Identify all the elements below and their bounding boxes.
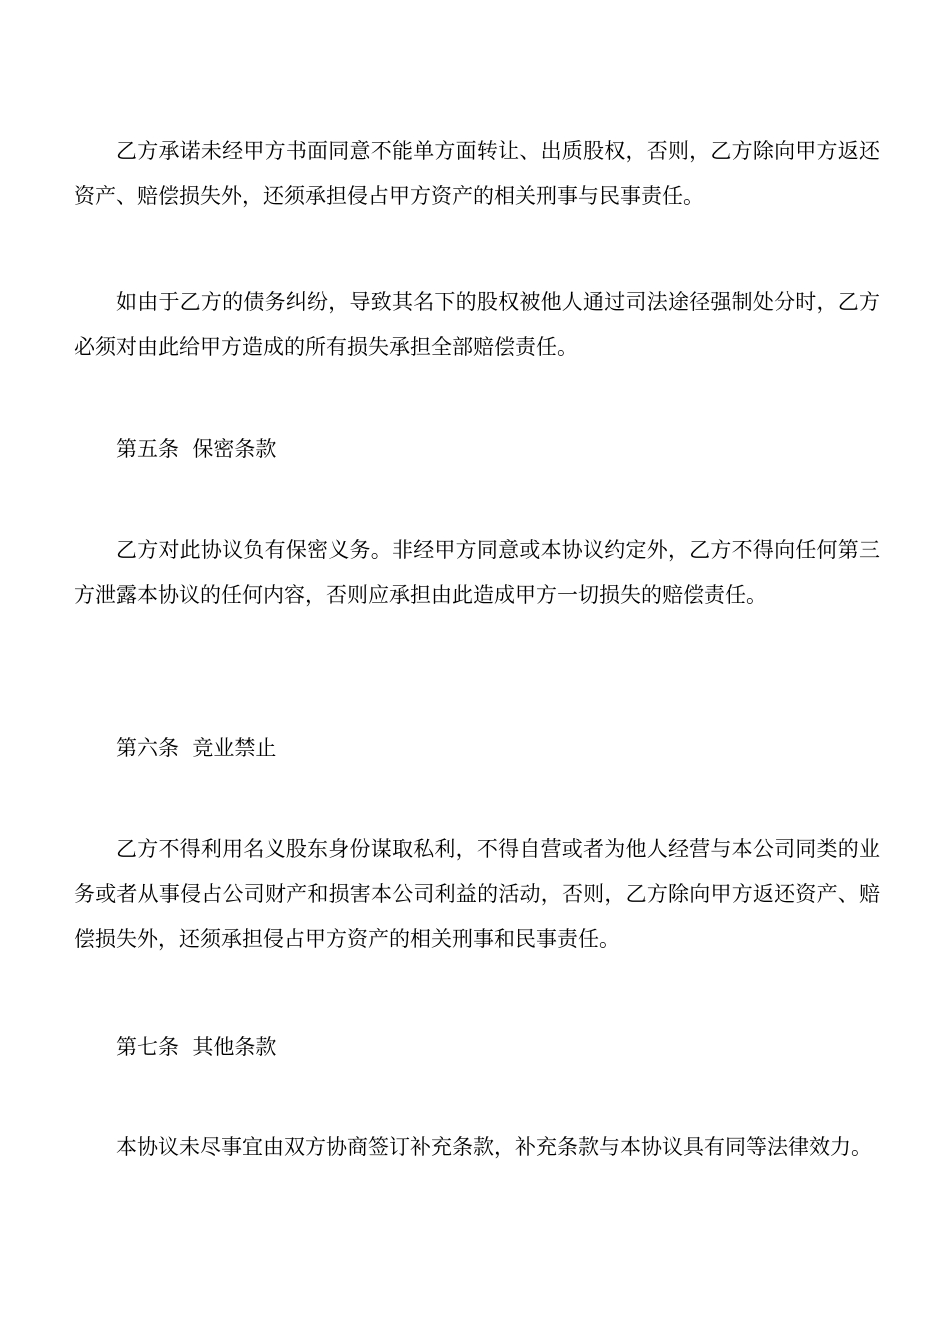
paragraph-supplementary-terms: 本协议未尽事宜由双方协商签订补充条款，补充条款与本协议具有同等法律效力。: [116, 1135, 872, 1159]
paragraph-confidentiality-obligation: 乙方对此协议负有保密义务。非经甲方同意或本协议约定外，乙方不得向任何第三方泄露本协议的任何内容，否则应承担由此造成甲方一切损失的赔偿责任。: [74, 538, 880, 607]
paragraph-share-transfer-restriction: 乙方承诺未经甲方书面同意不能单方面转让、出质股权，否则，乙方除向甲方返还资产、赔偿损失外，还须承担侵占甲方资产的相关刑事与民事责任。: [74, 139, 880, 208]
heading-article-7-other-terms: 第七条 其他条款: [116, 1035, 277, 1059]
heading-article-6-non-compete: 第六条 竞业禁止: [116, 736, 277, 760]
paragraph-non-compete-obligation: 乙方不得利用名义股东身份谋取私利，不得自营或者为他人经营与本公司同类的业务或者从事侵占公司财产和损害本公司利益的活动，否则，乙方除向甲方返还资产、赔偿损失外，还须承担侵占甲方资产的相关刑事和民事责任。: [74, 837, 880, 951]
heading-article-5-confidentiality: 第五条 保密条款: [116, 437, 277, 461]
paragraph-debt-dispute-liability: 如由于乙方的债务纠纷，导致其名下的股权被他人通过司法途径强制处分时，乙方必须对由此给甲方造成的所有损失承担全部赔偿责任。: [74, 290, 880, 359]
